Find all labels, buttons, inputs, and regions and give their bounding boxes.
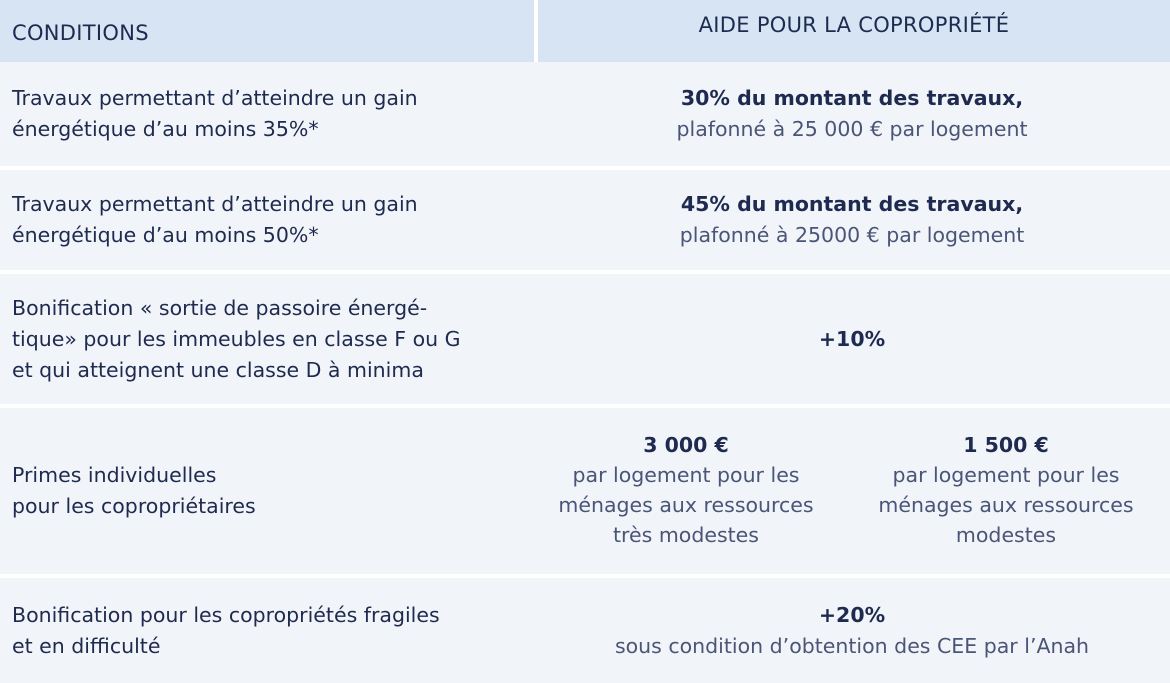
- prime-text-line: ménages aux ressources: [558, 493, 814, 517]
- condition-line: Bonification « sortie de passoire énergé-: [12, 295, 428, 320]
- aid-cell: [534, 274, 1170, 404]
- prime-text-line: par logement pour les: [572, 463, 800, 487]
- condition-line: tique» pour les immeubles en classe F ou G: [12, 326, 461, 351]
- prime-amount: 3 000 €: [643, 433, 729, 457]
- condition-line: et qui atteignent une classe D à minima: [12, 357, 424, 382]
- aid-amount: 45% du montant des travaux,: [680, 192, 1024, 216]
- prime-modest: [856, 430, 1156, 550]
- condition-cell: [12, 274, 532, 404]
- condition-line: pour les copropriétaires: [12, 494, 256, 518]
- condition-line: Bonification pour les copropriétés fragiles: [12, 602, 440, 627]
- table-row: [0, 578, 1170, 683]
- condition-line: énergétique d’au moins 50%*: [12, 223, 319, 247]
- table-row: [0, 408, 1170, 574]
- condition-cell: [12, 408, 532, 574]
- condition-line: Primes individuelles: [12, 463, 217, 487]
- table-row: [0, 170, 1170, 270]
- header-conditions: CONDITIONS: [0, 0, 534, 62]
- condition-line: Travaux permettant d’atteindre un gain: [12, 86, 418, 110]
- prime-text-line: ménages aux ressources: [878, 493, 1134, 517]
- prime-very-modest: [536, 430, 836, 550]
- table-row: [0, 274, 1170, 404]
- prime-text-line: modestes: [955, 523, 1057, 547]
- table-row: [0, 62, 1170, 166]
- aid-bonus: +20%: [818, 602, 886, 627]
- prime-amount: 1 500 €: [963, 433, 1049, 457]
- condition-line: Travaux permettant d’atteindre un gain: [12, 192, 418, 216]
- aid-amount: 30% du montant des travaux,: [680, 86, 1024, 110]
- condition-cell: [12, 578, 532, 683]
- aid-condition: sous condition d’obtention des CEE par l’Anah: [614, 633, 1090, 658]
- condition-line: et en difficulté: [12, 633, 161, 658]
- aid-cell: [534, 62, 1170, 166]
- condition-line: énergétique d’au moins 35%*: [12, 117, 319, 141]
- aid-bonus: +10%: [818, 326, 886, 351]
- aid-ceiling: plafonné à 25000 € par logement: [679, 223, 1025, 247]
- header-aid: AIDE POUR LA COPROPRIÉTÉ: [538, 0, 1170, 62]
- aid-cell: [534, 170, 1170, 270]
- aid-cell: [534, 578, 1170, 683]
- table-header: [0, 0, 1170, 62]
- prime-text-line: très modestes: [613, 523, 759, 547]
- condition-cell: [12, 62, 532, 166]
- condition-cell: [12, 170, 532, 270]
- prime-text-line: par logement pour les: [892, 463, 1120, 487]
- aid-ceiling: plafonné à 25 000 € par logement: [676, 117, 1028, 141]
